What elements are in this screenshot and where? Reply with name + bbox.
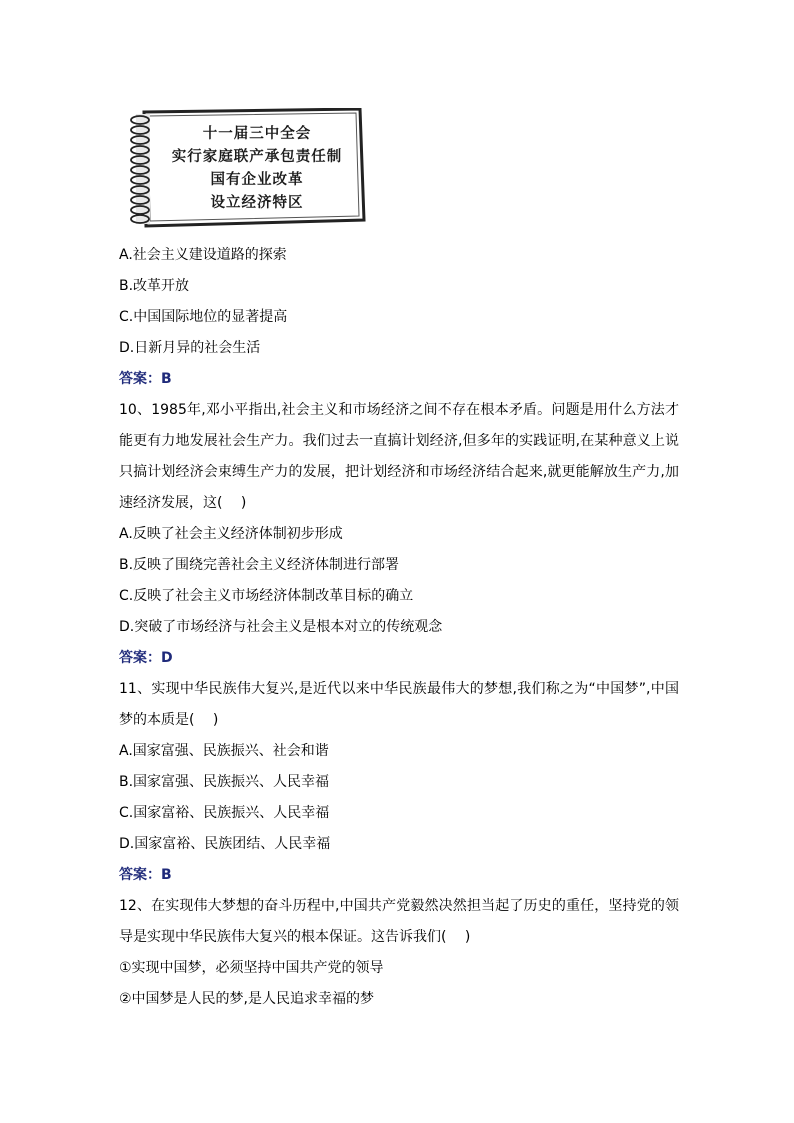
q9-option-b: B.改革开放 (119, 278, 190, 294)
q12-statement-2: ②中国梦是人民的梦,是人民追求幸福的梦 (119, 991, 374, 1007)
q11-stem: 11、实现中华民族伟大复兴,是近代以来中华民族最伟大的梦想,我们称之为“中国梦”,中国梦的本质是( ) (119, 681, 679, 728)
q10-answer: 答案：D (119, 650, 173, 666)
notebook-line-3: 国有企业改革 (210, 171, 304, 188)
q12-statement-1: ①实现中国梦，必须坚持中国共产党的领导 (119, 960, 384, 976)
q11-option-c: C.国家富裕、民族振兴、人民幸福 (119, 805, 330, 821)
notebook-line-2: 实行家庭联产承包责任制 (171, 148, 343, 165)
q11-option-b: B.国家富强、民族振兴、人民幸福 (119, 774, 330, 790)
q10-option-b: B.反映了围绕完善社会主义经济体制进行部署 (119, 557, 400, 573)
question-content (119, 240, 679, 1015)
q12-stem: 12、在实现伟大梦想的奋斗历程中,中国共产党毅然决然担当起了历史的重任，坚持党的领导是实现中华民族伟大复兴的根本保证。这告诉我们( ) (119, 898, 679, 945)
notebook-line-1: 十一届三中全会 (202, 125, 312, 142)
q9-option-c: C.中国国际地位的显著提高 (119, 309, 288, 325)
q11-option-d: D.国家富裕、民族团结、人民幸福 (119, 836, 331, 852)
q10-option-a: A.反映了社会主义经济体制初步形成 (119, 526, 343, 542)
q9-option-a: A.社会主义建设道路的探索 (119, 247, 287, 263)
q10-stem: 10、1985年,邓小平指出,社会主义和市场经济之间不存在根本矛盾。问题是用什么方法才能更有力地发展社会生产力。我们过去一直搞计划经济,但多年的实践证明,在某种意义上说只搞计划经济会束缚生产力的发展，把计划经济和市场经济结合起来,就更能解放生产力,加速经济发展，这( ) (119, 402, 679, 511)
q10-option-c: C.反映了社会主义市场经济体制改革目标的确立 (119, 588, 414, 604)
notebook-line-4: 设立经济特区 (210, 194, 304, 211)
q9-option-d: D.日新月异的社会生活 (119, 340, 261, 356)
q11-option-a: A.国家富强、民族振兴、社会和谐 (119, 743, 329, 759)
q11-answer: 答案：B (119, 867, 172, 883)
q10-option-d: D.突破了市场经济与社会主义是根本对立的传统观念 (119, 619, 443, 635)
q9-answer: 答案：B (119, 371, 172, 387)
notebook-illustration (122, 108, 366, 228)
